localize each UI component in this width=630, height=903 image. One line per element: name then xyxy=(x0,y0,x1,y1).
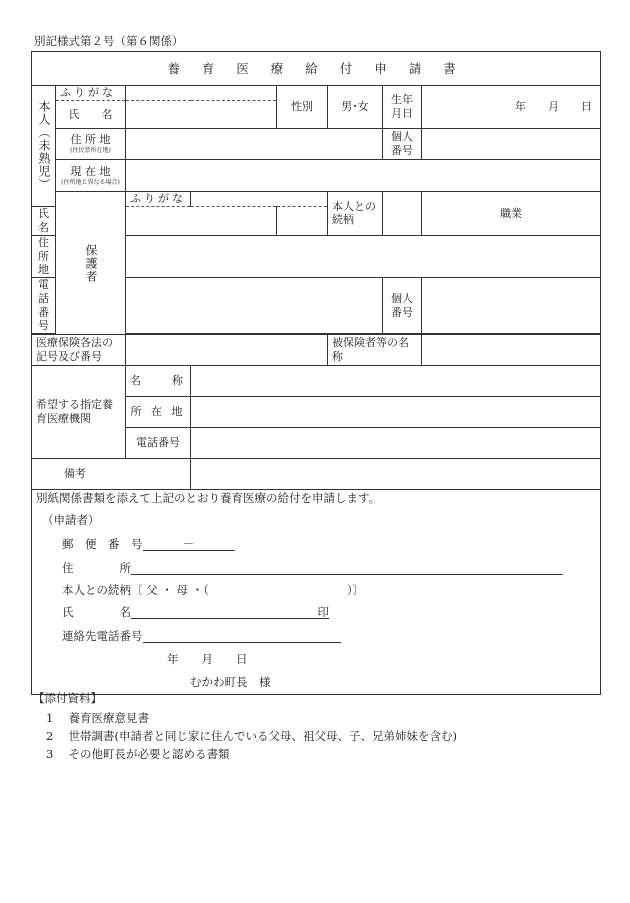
attachment-item: 2 世帯調書(申請者と同じ家に住んでいる父母、祖父母、子、兄弟姉妹を含む) xyxy=(46,729,457,743)
insurance-label: 医療保険各法の記号及び番号 xyxy=(32,335,126,366)
address-field[interactable] xyxy=(131,561,563,575)
institution-address-field[interactable] xyxy=(191,397,601,428)
postal-dash: － xyxy=(182,537,195,552)
relation-label: 本人との続柄 xyxy=(328,192,383,236)
hogosha-name-field[interactable] xyxy=(126,206,277,235)
contact-label: 連絡先電話番号 xyxy=(62,629,143,643)
postal-label: 郵 便 番 号 xyxy=(62,537,143,551)
honnin-current-field[interactable] xyxy=(126,160,601,192)
relation-field[interactable] xyxy=(383,192,422,236)
institution-name-label: 名 称 xyxy=(126,366,191,397)
honnin-name-label: 氏 名 xyxy=(56,101,126,129)
relation-row[interactable]: 本人との続柄〔 父 ・ 母 ・（ ）〕 xyxy=(62,583,365,597)
contact-row xyxy=(62,629,341,643)
hogosha-address-field[interactable] xyxy=(126,235,601,277)
hogosha-furigana-label: ふりがな xyxy=(126,192,191,207)
honnin-address-label xyxy=(56,129,126,160)
institution-phone-label: 電話番号 xyxy=(126,428,191,459)
dob-field[interactable]: 年 月 日 xyxy=(422,86,601,129)
form-title: 養 育 医 療 給 付 申 請 書 xyxy=(32,52,601,86)
honnin-kojin-field[interactable] xyxy=(422,129,601,160)
honnin-address-label-text: 住 所 地 xyxy=(70,133,111,147)
hogosha-phone-field[interactable] xyxy=(126,278,383,334)
declaration-statement: 別紙関係書類を添えて上記のとおり養育医療の給付を申請します。 xyxy=(36,491,381,505)
postal-field[interactable] xyxy=(143,537,235,551)
sex-value[interactable]: 男･女 xyxy=(328,86,383,129)
hogosha-phone-label: 電話番号 xyxy=(32,278,56,334)
address-row xyxy=(62,561,563,575)
form-number-label: 別記様式第２号（第６関係） xyxy=(34,34,184,48)
hogosha-furigana-field[interactable] xyxy=(191,192,328,207)
institution-phone-field[interactable] xyxy=(191,428,601,459)
honnin-furigana-field[interactable] xyxy=(126,86,277,101)
application-date[interactable]: 年 月 日 xyxy=(167,652,248,666)
honnin-group-label: 本人（未熟児） xyxy=(32,86,56,207)
institution-name-field[interactable] xyxy=(191,366,601,397)
addressee: むかわ町長 様 xyxy=(190,675,271,689)
attachment-item: 3 その他町長が必要と認める書類 xyxy=(46,747,230,761)
hogosha-kojin-field[interactable] xyxy=(422,278,601,334)
sex-label: 性別 xyxy=(277,86,328,129)
seal-mark: 印 xyxy=(317,605,329,620)
insurance-field[interactable] xyxy=(126,335,328,366)
honnin-address-field[interactable] xyxy=(126,129,383,160)
remarks-label: 備考 xyxy=(32,459,191,490)
institution-address-label: 所 在 地 xyxy=(126,397,191,428)
job-label: 職業 xyxy=(422,192,601,236)
name-row xyxy=(62,605,329,619)
honnin-address-note: (住民票所在地) xyxy=(70,147,111,155)
hogosha-kojin-label: 個人番号 xyxy=(383,278,422,334)
honnin-kojin-label: 個人番号 xyxy=(383,129,422,160)
address-label: 住 所 xyxy=(62,561,131,575)
hogosha-group-label: 保護者 xyxy=(56,192,126,335)
attachment-item: 1 養育医療意見書 xyxy=(46,711,149,725)
honnin-current-label-text: 現 在 地 xyxy=(70,164,111,178)
insured-name-field[interactable] xyxy=(422,335,601,366)
honnin-name-field[interactable] xyxy=(126,101,277,129)
name-label: 氏 名 xyxy=(62,605,131,619)
insured-name-label: 被保険者等の名称 xyxy=(328,335,422,366)
honnin-current-note: (住所地と異なる場合) xyxy=(61,178,120,186)
application-form-table xyxy=(31,51,601,695)
applicant-heading: （申請者） xyxy=(42,513,100,527)
name-field[interactable] xyxy=(131,605,329,619)
honnin-furigana-label: ふりがな xyxy=(56,86,126,101)
dob-label: 生年月日 xyxy=(383,86,422,129)
hogosha-address-label: 住 所 地 xyxy=(32,235,56,277)
hogosha-name-label: 氏 名 xyxy=(32,206,56,235)
postal-row xyxy=(62,537,235,551)
contact-field[interactable] xyxy=(143,629,341,643)
institution-label: 希望する指定養育医療機関 xyxy=(32,366,126,459)
remarks-field[interactable] xyxy=(191,459,601,490)
honnin-current-label xyxy=(56,160,126,192)
declaration-block xyxy=(32,490,601,695)
attachments-heading: 【添付資料】 xyxy=(33,691,102,705)
